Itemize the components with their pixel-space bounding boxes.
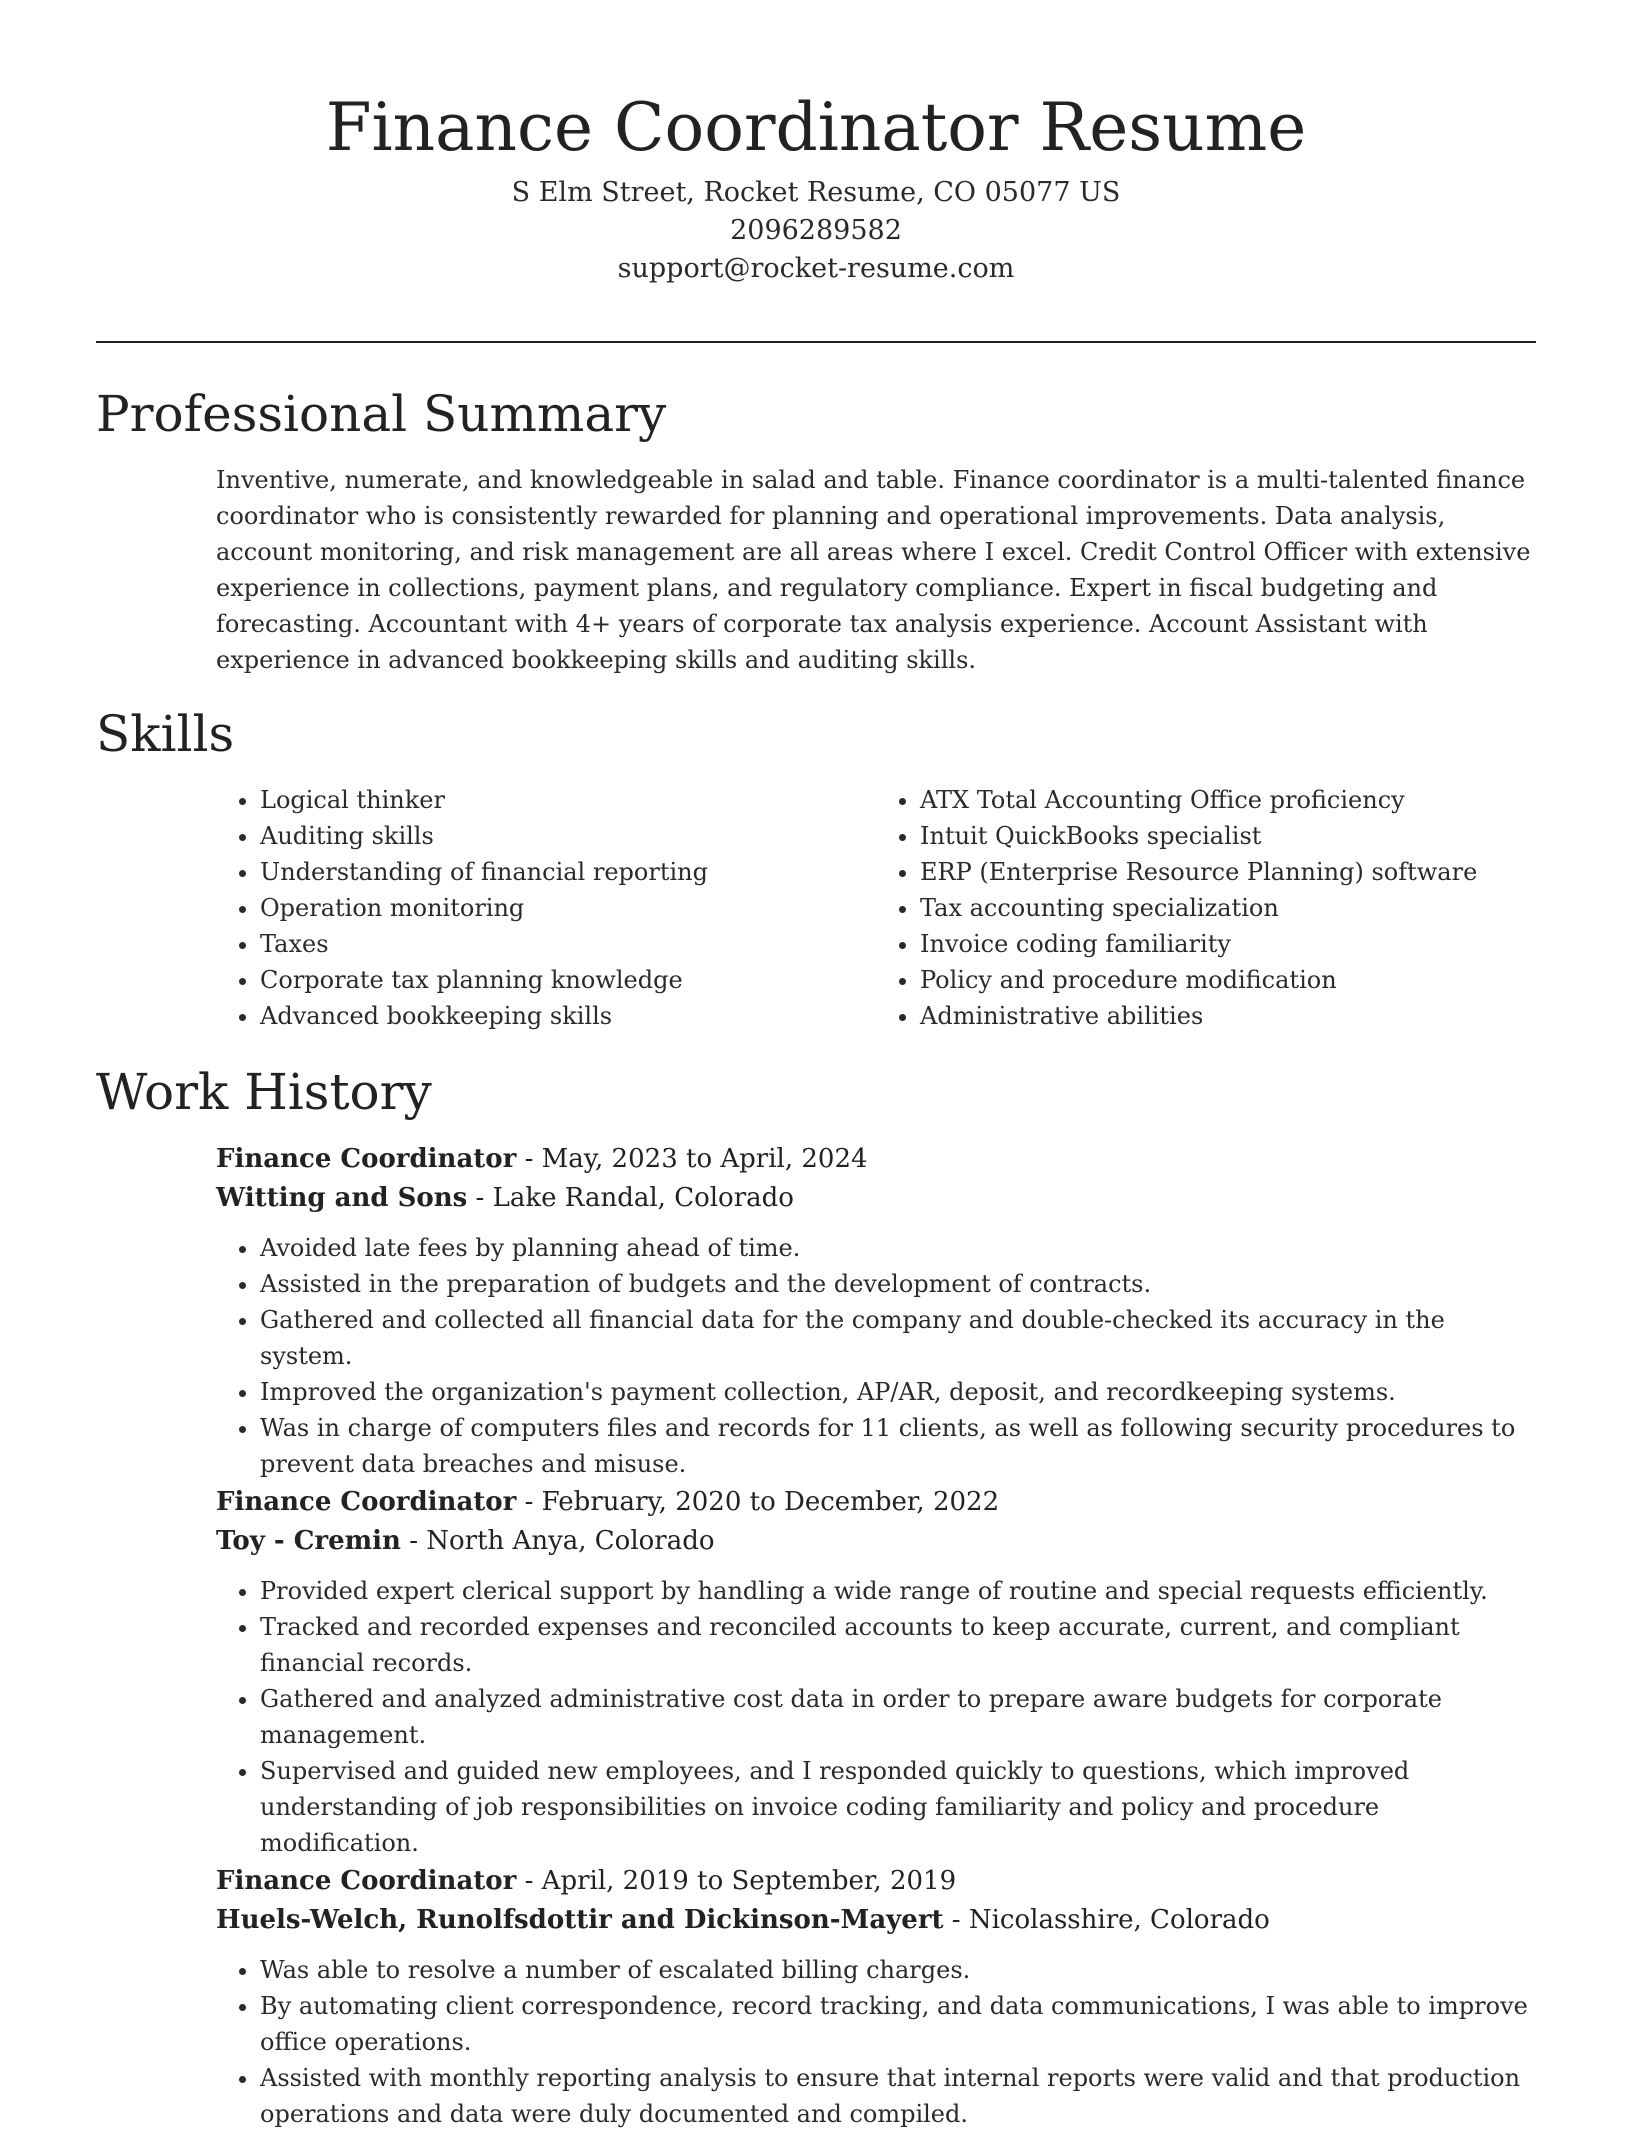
skill-item: • Understanding of financial reporting: [260, 854, 876, 890]
job-company-line: [216, 1179, 1536, 1218]
job-bullets: [216, 1952, 1536, 2132]
job-company-line: [216, 1901, 1536, 1940]
skill-item: • Administrative abilities: [920, 998, 1536, 1034]
skill-item: • Corporate tax planning knowledge: [260, 962, 876, 998]
job-title: Finance Coordinator: [216, 1487, 517, 1517]
job-bullet: • By automating client correspondence, record tracking, and data communications, I was able to improve office operations.: [260, 1988, 1536, 2060]
job-bullet: • Avoided late fees by planning ahead of time.: [260, 1230, 1536, 1266]
job-title-line: [216, 1140, 1536, 1179]
summary-heading: Professional Summary: [96, 385, 667, 443]
document-title: Finance Coordinator Resume: [325, 89, 1307, 166]
summary-text: Inventive, numerate, and knowledgeable in salad and table. Finance coordinator is a multi-talented finance coordinator who is consistently rewarded for planning and operational improvements. Data analysis, account monitoring, and risk management are all areas where I excel. Credit Control Officer with extensive experience in collections, payment plans, and regulatory compliance. Expert in fiscal budgeting and forecasting. Accountant with 4+ years of corporate tax analysis experience. Account Assistant with experience in advanced bookkeeping skills and auditing skills.: [216, 466, 1531, 674]
skill-item: • Invoice coding familiarity: [920, 926, 1536, 962]
skill-item: • ERP (Enterprise Resource Planning) software: [920, 854, 1536, 890]
job-bullets: [216, 1230, 1536, 1482]
job-dates: - February, 2020 to December, 2022: [516, 1487, 1000, 1517]
job-bullet: • Gathered and collected all financial data for the company and double-checked its accuracy in the system.: [260, 1302, 1536, 1374]
skills-column-right: [876, 782, 1536, 1034]
job-entry: [216, 1140, 1536, 1482]
job-entry: [216, 1862, 1536, 2132]
skill-item: • Logical thinker: [260, 782, 876, 818]
job-title: Finance Coordinator: [216, 1144, 517, 1174]
skill-item: • ATX Total Accounting Office proficiency: [920, 782, 1536, 818]
job-location: - Lake Randal, Colorado: [467, 1183, 794, 1213]
contact-email: support@rocket-resume.com: [617, 253, 1015, 284]
job-company: Toy - Cremin: [216, 1526, 401, 1556]
job-bullet: • Gathered and analyzed administrative cost data in order to prepare aware budgets for corporate management.: [260, 1681, 1536, 1753]
job-bullets: [216, 1573, 1536, 1861]
job-title-line: [216, 1483, 1536, 1522]
job-company-line: [216, 1522, 1536, 1561]
skill-item: • Intuit QuickBooks specialist: [920, 818, 1536, 854]
job-bullet: • Was in charge of computers files and records for 11 clients, as well as following security procedures to prevent data breaches and misuse.: [260, 1410, 1536, 1482]
job-bullet: • Supervised and guided new employees, and I responded quickly to questions, which improved understanding of job responsibilities on invoice coding familiarity and policy and procedure modification.: [260, 1753, 1536, 1861]
job-company: Witting and Sons: [216, 1183, 468, 1213]
skill-item: • Tax accounting specialization: [920, 890, 1536, 926]
job-dates: - April, 2019 to September, 2019: [516, 1866, 957, 1896]
skills-column-left: [216, 782, 876, 1034]
skills-heading: Skills: [96, 705, 235, 763]
job-bullet: • Tracked and recorded expenses and reconciled accounts to keep accurate, current, and compliant financial records.: [260, 1609, 1536, 1681]
job-title: Finance Coordinator: [216, 1866, 517, 1896]
job-dates: - May, 2023 to April, 2024: [516, 1144, 868, 1174]
job-bullet: • Assisted with monthly reporting analysis to ensure that internal reports were valid and that production operations and data were duly documented and compiled.: [260, 2060, 1536, 2132]
job-bullet: • Provided expert clerical support by handling a wide range of routine and special requests efficiently.: [260, 1573, 1536, 1609]
skill-item: • Advanced bookkeeping skills: [260, 998, 876, 1034]
job-entry: [216, 1483, 1536, 1861]
job-title-line: [216, 1862, 1536, 1901]
job-bullet: • Improved the organization's payment collection, AP/AR, deposit, and recordkeeping systems.: [260, 1374, 1536, 1410]
job-bullet: • Was able to resolve a number of escalated billing charges.: [260, 1952, 1536, 1988]
skill-item: • Auditing skills: [260, 818, 876, 854]
job-bullet: • Assisted in the preparation of budgets and the development of contracts.: [260, 1266, 1536, 1302]
job-location: - Nicolasshire, Colorado: [943, 1905, 1270, 1935]
skill-item: • Taxes: [260, 926, 876, 962]
contact-address: S Elm Street, Rocket Resume, CO 05077 US: [511, 177, 1121, 208]
work-history-heading: Work History: [96, 1063, 432, 1121]
skill-item: • Operation monitoring: [260, 890, 876, 926]
job-company: Huels-Welch, Runolfsdottir and Dickinson-Mayert: [216, 1905, 944, 1935]
header-divider: [96, 341, 1536, 343]
resume-header: [96, 82, 1536, 288]
skills-list: [216, 782, 1536, 1034]
contact-phone: 2096289582: [730, 215, 902, 246]
skill-item: • Policy and procedure modification: [920, 962, 1536, 998]
job-location: - North Anya, Colorado: [400, 1526, 715, 1556]
